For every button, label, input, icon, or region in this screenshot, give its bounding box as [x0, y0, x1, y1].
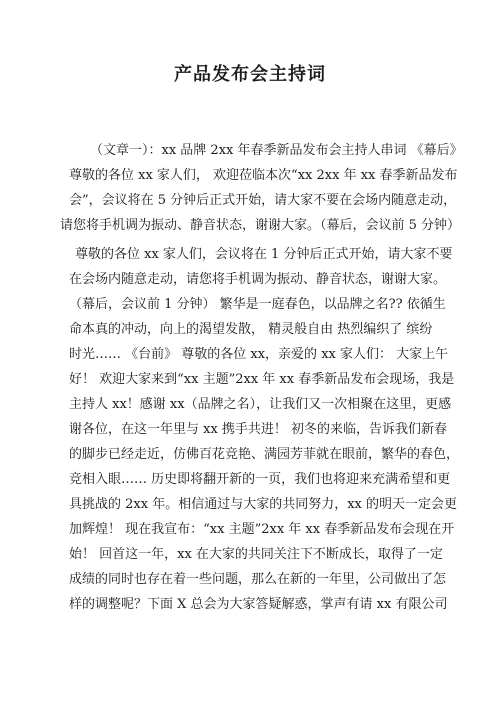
- body-line: 请您将手机调为振动、静音状态，谢谢大家。（幕后，会议前 5 分钟）: [60, 218, 461, 233]
- body-line: 在会场内随意走动，请您将手机调为振动、静音状态，谢谢大家。: [69, 272, 447, 287]
- document-title: 产品发布会主持词: [174, 64, 326, 85]
- body-line: 始！ 回首这一年，xx 在大家的共同关注下不断成长，取得了一定: [69, 547, 443, 562]
- body-line: （幕后，会议前 1 分钟） 繁华是一庭春色，以品牌之名?? 依循生: [69, 297, 446, 312]
- body-line: 具挑战的 2xx 年。相信通过与大家的共同努力，xx 的明天一定会更: [69, 497, 457, 512]
- body-line: 尊敬的各位 xx 家人们， 欢迎莅临本次“xx 2xx 年 xx 春季新品发布: [69, 168, 458, 183]
- body-line: （文章一）：xx 品牌 2xx 年春季新品发布会主持人串词 《幕后》: [90, 143, 463, 158]
- body-line: 好！ 欢迎大家来到“xx 主题”2xx 年 xx 春季新品发布会现场，我是: [69, 372, 455, 387]
- body-line: 时光…… 《台前》 尊敬的各位 xx，亲爱的 xx 家人们： 大家上午: [69, 347, 449, 362]
- body-line: 谢各位，在这一年里与 xx 携手共进！ 初冬的来临，告诉我们新春: [69, 422, 448, 437]
- body-line: 样的调整呢？下面 X 总会为大家答疑解惑，掌声有请 xx 有限公司: [69, 597, 448, 612]
- body-line: 加辉煌！ 现在我宣布：“xx 主题”2xx 年 xx 春季新品发布会现在开: [69, 522, 455, 537]
- body-line: 竞相入眼…… 历史即将翻开新的一页，我们也将迎来充满希望和更: [69, 472, 451, 487]
- body-line: 成绩的同时也存在着一些问题，那么在新的一年里，公司做出了怎: [69, 572, 447, 587]
- body-line: 会”，会议将在 5 分钟后正式开始，请大家不要在会场内随意走动，: [69, 193, 457, 208]
- body-line: 尊敬的各位 xx 家人们，会议将在 1 分钟后正式开始，请大家不要: [75, 247, 453, 262]
- body-line: 命本真的冲动，向上的渴望发散， 精灵般自由 热烈编织了 缤纷: [69, 322, 433, 337]
- body-line: 的脚步已经走近，仿佛百花竞艳、满园芳菲就在眼前，繁华的春色，: [69, 447, 460, 462]
- body-line: 主持人 xx！感谢 xx（品牌之名），让我们又一次相聚在这里，更感: [69, 397, 452, 412]
